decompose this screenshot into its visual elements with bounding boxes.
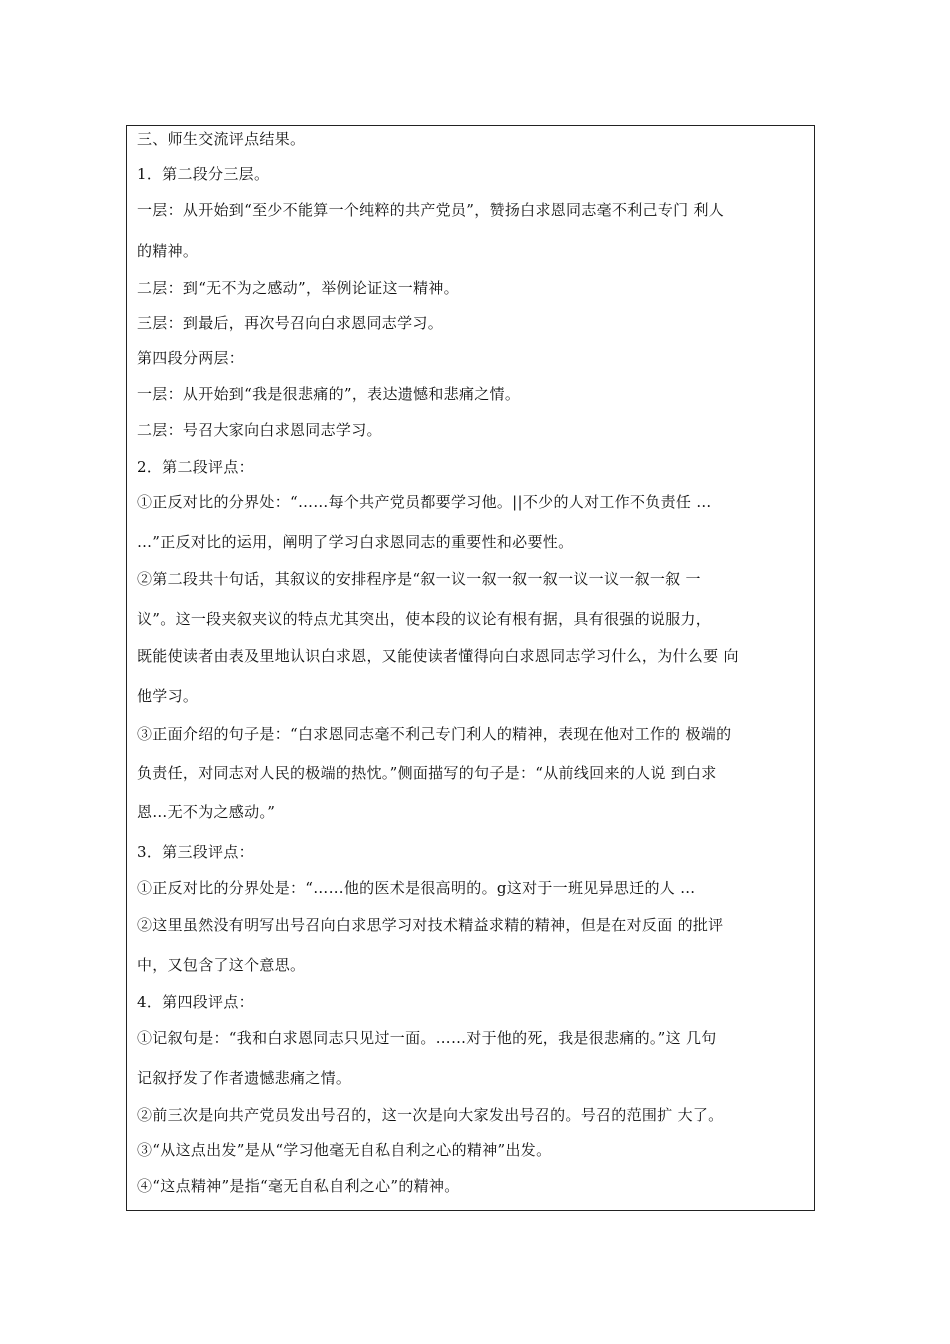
paragraph-line: ①记叙句是：“我和白求恩同志只见过一面。……对于他的死，我是很悲痛的。”这 几句: [137, 1029, 717, 1047]
paragraph-line: ①正反对比的分界处是：“……他的医术是很高明的。g这对于一班见异思迁的人 …: [137, 879, 696, 897]
paragraph-line: 三层：到最后，再次号召向白求恩同志学习。: [137, 314, 444, 332]
paragraph-line: ③正面介绍的句子是：“白求恩同志毫不利己专门利人的精神，表现在他对工作的 极端的: [137, 725, 732, 743]
paragraph-line: ①正反对比的分界处：“……每个共产党员都要学习他。||不少的人对工作不负责任 …: [137, 493, 712, 511]
paragraph-line: 议”。这一段夹叙夹议的特点尤其突出，使本段的议论有根有据，具有很强的说服力，: [137, 610, 712, 628]
paragraph-line: ④“这点精神”是指“毫无自私自利之心”的精神。: [137, 1177, 460, 1195]
paragraph-line: 的精神。: [137, 242, 199, 260]
section-heading: 三、师生交流评点结果。: [137, 130, 306, 148]
paragraph-line: ③“从这点出发”是从“学习他毫无自私自利之心的精神”出发。: [137, 1141, 552, 1159]
paragraph-line: ②第二段共十句话，其叙议的安排程序是“叙一议一叙一叙一叙一议一议一叙一叙 一: [137, 570, 701, 588]
paragraph-line: ②这里虽然没有明写出号召向白求思学习对技术精益求精的精神，但是在对反面 的批评: [137, 916, 724, 934]
paragraph-line: 二层：到“无不为之感动”，举例论证这一精神。: [137, 279, 459, 297]
paragraph-line: 一层：从开始到“至少不能算一个纯粹的共产党员”，赞扬白求恩同志毫不利己专门 利人: [137, 201, 725, 219]
paragraph-line: 一层：从开始到“我是很悲痛的”，表达遗憾和悲痛之情。: [137, 385, 521, 403]
paragraph-line: 记叙抒发了作者遗憾悲痛之情。: [137, 1069, 352, 1087]
point-heading: 4．第四段评点：: [137, 993, 254, 1011]
paragraph-line: …”正反对比的运用，阐明了学习白求恩同志的重要性和必要性。: [137, 533, 574, 551]
paragraph-line: 负责任，对同志对人民的极端的热忱。”侧面描写的句子是：“从前线回来的人说 到白求: [137, 764, 717, 782]
paragraph-line: 二层：号召大家向白求恩同志学习。: [137, 421, 382, 439]
point-heading: 2．第二段评点：: [137, 458, 254, 476]
paragraph-line: 既能使读者由表及里地认识白求恩，又能使读者懂得向白求恩同志学习什么，为什么要 向: [137, 647, 739, 665]
paragraph-line: ②前三次是向共产党员发出号召的，这一次是向大家发出号召的。号召的范围扩 大了。: [137, 1106, 724, 1124]
paragraph-line: 中，又包含了这个意思。: [137, 956, 306, 974]
paragraph-line: 恩…无不为之感动。”: [137, 803, 276, 821]
point-heading: 3．第三段评点：: [137, 843, 254, 861]
paragraph-line: 他学习。: [137, 687, 199, 705]
paragraph-line: 第四段分两层：: [137, 349, 245, 367]
content-table-cell: [126, 125, 815, 1211]
point-heading: 1．第二段分三层。: [137, 165, 270, 183]
